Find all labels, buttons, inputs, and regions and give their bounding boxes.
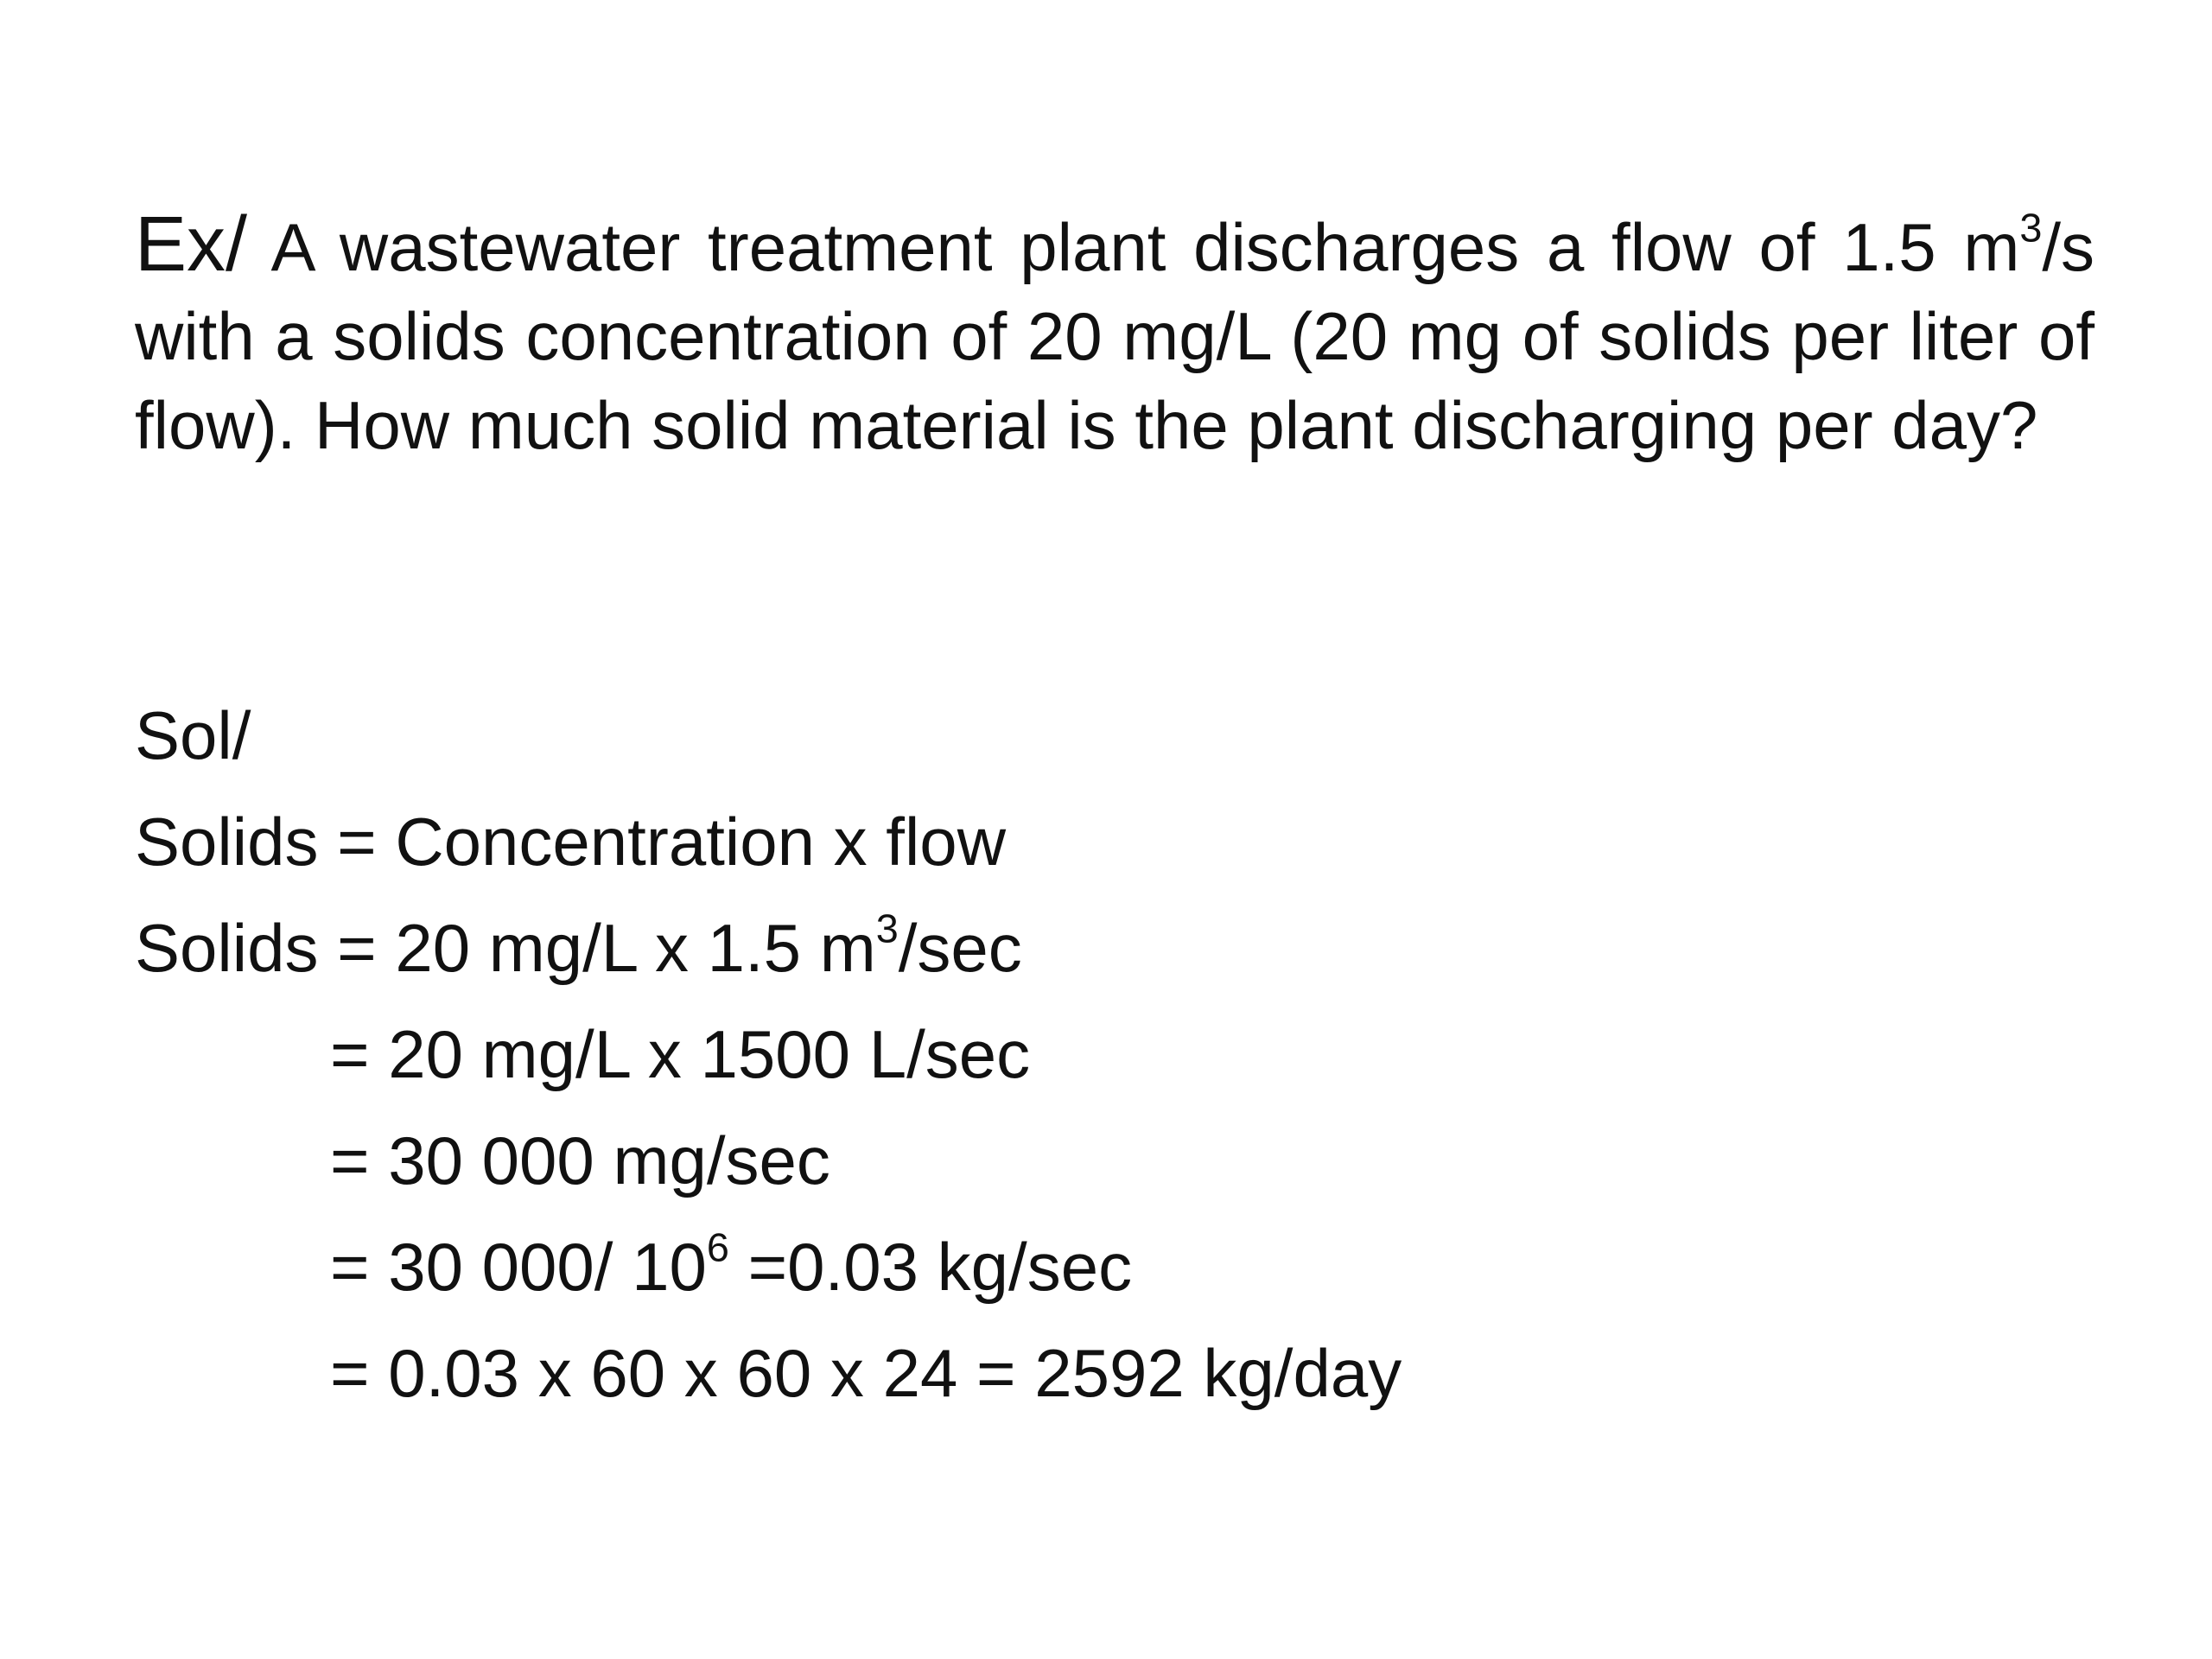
problem-text-part2: /s with a solids concentration of 20 mg/L (20 mg of solids per liter of flow). How much solid material is the plant discharging per day? xyxy=(135,209,2095,463)
solution-line-2-main: Solids = 20 mg/L x 1.5 m xyxy=(135,910,876,986)
solution-line-4: = 30 000 mg/sec xyxy=(330,1122,830,1198)
solution-block xyxy=(135,683,1402,1427)
example-label: Ex/ xyxy=(135,201,248,288)
solution-line-5 xyxy=(135,1214,1402,1320)
solution-line-5-result: =0.03 kg/sec xyxy=(728,1229,1133,1305)
solution-line-1: Solids = Concentration x flow xyxy=(135,804,1007,880)
solution-line-3: = 20 mg/L x 1500 L/sec xyxy=(330,1016,1031,1092)
problem-text-part1: A wastewater treatment plant discharges a flow of 1.5 m xyxy=(270,209,2020,285)
solution-line-2-unit: /sec xyxy=(898,910,1022,986)
superscript-3: 3 xyxy=(875,906,899,951)
superscript-3: 3 xyxy=(2019,205,2043,251)
solution-line-5-main: = 30 000/ 10 xyxy=(330,1229,707,1305)
problem-statement xyxy=(135,200,2094,470)
solution-heading: Sol/ xyxy=(135,697,251,773)
solution-line-6: = 0.03 x 60 x 60 x 24 = 2592 kg/day xyxy=(330,1335,1402,1411)
solution-line-2 xyxy=(135,895,1402,1001)
superscript-6: 6 xyxy=(706,1224,729,1270)
